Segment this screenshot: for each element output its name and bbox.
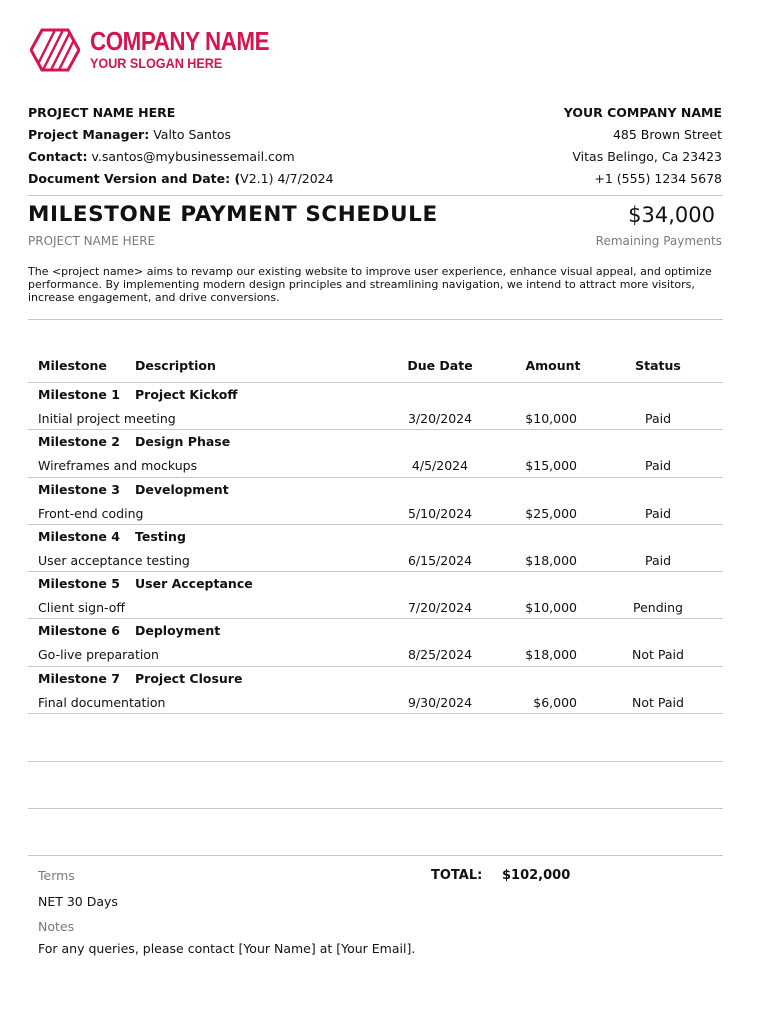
milestone-amount: $15,000 <box>525 458 577 474</box>
milestone-detail: Final documentation <box>38 694 166 710</box>
milestone-due-date: 6/15/2024 <box>407 552 473 568</box>
milestone-name: User Acceptance <box>135 576 253 592</box>
milestone-name: Development <box>135 481 229 497</box>
milestone-status: Pending <box>633 600 683 616</box>
table-row <box>28 667 723 714</box>
milestone-amount: $6,000 <box>533 694 577 710</box>
milestone-detail: Initial project meeting <box>38 411 176 426</box>
milestone-number: Milestone 6 <box>38 623 120 639</box>
milestone-amount: $10,000 <box>525 411 577 426</box>
remaining-amount: $34,000 <box>628 203 715 227</box>
manager-label: Project Manager: <box>28 127 150 142</box>
table-row <box>28 572 723 619</box>
milestone-due-date: 9/30/2024 <box>407 694 473 710</box>
milestone-amount: $18,000 <box>525 552 577 568</box>
milestone-status: Paid <box>644 505 672 521</box>
header-status: Status <box>635 358 681 373</box>
manager-value: Valto Santos <box>153 127 232 142</box>
milestone-due-date: 8/25/2024 <box>407 647 473 663</box>
table-row <box>28 619 723 666</box>
company-address <box>564 102 722 190</box>
terms-value: NET 30 Days <box>38 894 118 909</box>
table-header <box>28 348 723 383</box>
milestone-number: Milestone 7 <box>38 670 120 686</box>
empty-row-divider <box>28 808 723 809</box>
table-row <box>28 525 723 572</box>
milestone-status: Paid <box>644 411 672 426</box>
page-title: MILESTONE PAYMENT SCHEDULE <box>28 202 438 227</box>
milestone-name: Testing <box>135 528 186 544</box>
milestone-status: Not Paid <box>632 647 684 663</box>
milestone-due-date: 5/10/2024 <box>407 505 473 521</box>
table-row <box>28 430 723 477</box>
milestone-amount: $18,000 <box>525 647 577 663</box>
milestone-detail: User acceptance testing <box>38 552 190 568</box>
page-subtitle: PROJECT NAME HERE <box>28 234 156 248</box>
header-amount: Amount <box>525 358 581 373</box>
header-due-date: Due Date <box>407 358 473 373</box>
contact-line <box>28 146 334 168</box>
remaining-label: Remaining Payments <box>595 234 722 248</box>
milestone-number: Milestone 5 <box>38 576 120 592</box>
company-slogan: YOUR SLOGAN HERE <box>90 55 223 71</box>
milestone-status: Paid <box>644 552 672 568</box>
contact-label: Contact: <box>28 149 88 164</box>
milestone-detail: Client sign-off <box>38 600 126 616</box>
project-description: The <project name> aims to revamp our existing website to improve user experience, enhance visual appeal, and optimize performance. By implementing modern design principles and streamlining navigation, we intend to attract more visitors, increase engagement, and drive conversions. <box>28 265 712 304</box>
milestone-status: Paid <box>644 458 672 474</box>
project-manager-line <box>28 124 334 146</box>
total-label: TOTAL: <box>431 868 483 883</box>
table-row <box>28 478 723 525</box>
milestone-amount: $10,000 <box>525 600 577 616</box>
milestone-due-date: 4/5/2024 <box>411 458 469 474</box>
milestone-number: Milestone 2 <box>38 434 120 450</box>
milestone-due-date: 7/20/2024 <box>407 600 473 616</box>
divider <box>28 319 723 320</box>
hexagon-stripes-logo-icon <box>30 28 80 72</box>
company-city: Vitas Belingo, Ca 23423 <box>572 149 722 164</box>
company-title: YOUR COMPANY NAME <box>563 105 722 120</box>
milestone-detail: Wireframes and mockups <box>38 458 198 474</box>
milestone-name: Project Kickoff <box>135 387 238 402</box>
notes-value: For any queries, please contact [Your Name] at [Your Email]. <box>38 941 416 956</box>
table-row <box>28 383 723 430</box>
empty-row-divider <box>28 855 723 856</box>
total-value: $102,000 <box>502 868 571 883</box>
milestone-name: Deployment <box>135 623 221 639</box>
notes-label: Notes <box>38 919 75 934</box>
milestone-detail: Front-end coding <box>38 505 144 521</box>
divider <box>28 195 723 196</box>
milestone-due-date: 3/20/2024 <box>407 411 473 426</box>
milestone-detail: Go-live preparation <box>38 647 159 663</box>
company-phone: +1 (555) 1234 5678 <box>594 171 722 186</box>
milestone-number: Milestone 1 <box>38 387 120 402</box>
version-value: V2.1) 4/7/2024 <box>240 171 334 186</box>
version-line <box>28 168 334 190</box>
header-description: Description <box>135 358 216 373</box>
terms-label: Terms <box>38 868 75 883</box>
contact-value: v.santos@mybusinessemail.com <box>91 149 295 164</box>
header-milestone: Milestone <box>38 358 107 373</box>
milestone-number: Milestone 3 <box>38 481 120 497</box>
project-info <box>28 102 334 190</box>
milestone-table <box>28 348 723 714</box>
company-logo <box>30 28 298 72</box>
project-name: PROJECT NAME HERE <box>28 105 176 120</box>
version-label: Document Version and Date: ( <box>28 171 241 186</box>
milestone-amount: $25,000 <box>525 505 577 521</box>
company-street: 485 Brown Street <box>612 127 722 142</box>
company-name: COMPANY NAME <box>90 26 270 56</box>
milestone-number: Milestone 4 <box>38 528 120 544</box>
milestone-name: Design Phase <box>135 434 231 450</box>
milestone-name: Project Closure <box>135 670 243 686</box>
milestone-status: Not Paid <box>632 694 684 710</box>
empty-row-divider <box>28 761 723 762</box>
